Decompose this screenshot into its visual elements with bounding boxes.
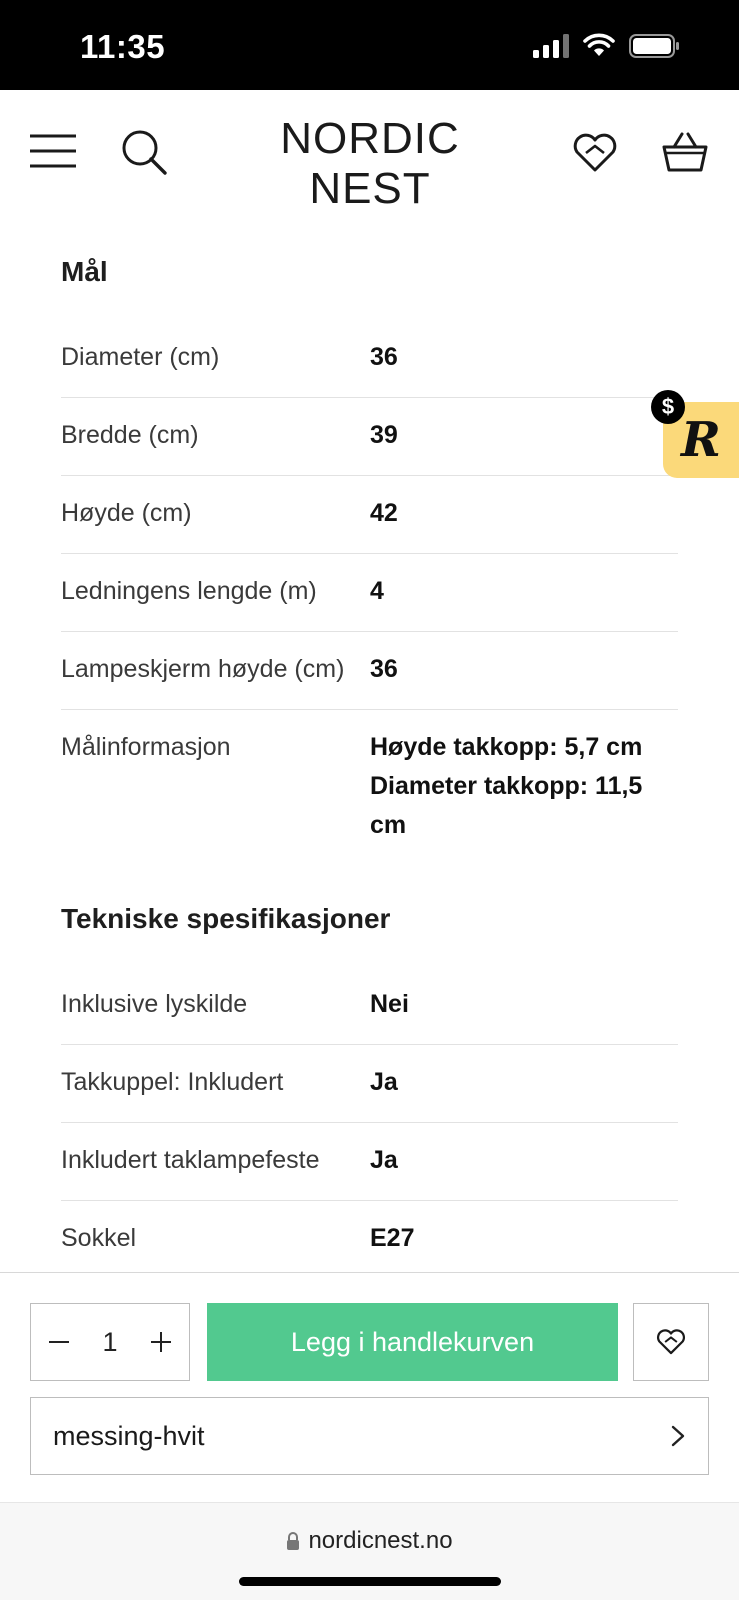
spec-value: E27 bbox=[370, 1224, 415, 1252]
variant-value: messing-hvit bbox=[53, 1420, 205, 1451]
decrease-quantity-button[interactable] bbox=[45, 1328, 73, 1356]
lock-icon bbox=[286, 1532, 300, 1550]
table-row bbox=[61, 554, 678, 632]
spec-label: Høyde (cm) bbox=[61, 499, 192, 527]
spec-label: Inkludert taklampefeste bbox=[61, 1146, 320, 1174]
url-text: nordicnest.no bbox=[308, 1527, 453, 1554]
table-row bbox=[61, 967, 678, 1045]
basket-icon[interactable] bbox=[662, 130, 708, 181]
browser-address-bar bbox=[0, 1502, 739, 1600]
quantity-value[interactable]: 1 bbox=[102, 1326, 118, 1357]
spec-label: Takkuppel: Inkludert bbox=[61, 1068, 284, 1096]
battery-icon bbox=[629, 34, 681, 58]
signal-icon bbox=[533, 34, 569, 58]
dollar-icon: $ bbox=[651, 390, 685, 424]
minus-icon bbox=[48, 1331, 70, 1353]
spec-label: Målinformasjon bbox=[61, 733, 231, 761]
rewards-badge[interactable] bbox=[661, 394, 739, 478]
chevron-right-icon bbox=[670, 1424, 686, 1448]
spec-label: Lampeskjerm høyde (cm) bbox=[61, 655, 345, 683]
spec-value: 36 bbox=[370, 655, 398, 683]
status-time: 11:35 bbox=[80, 28, 166, 65]
spec-label: Sokkel bbox=[61, 1224, 137, 1252]
url-field[interactable] bbox=[0, 1527, 739, 1555]
logo[interactable] bbox=[278, 114, 462, 214]
quantity-stepper bbox=[30, 1303, 190, 1381]
status-bar bbox=[0, 0, 739, 90]
menu-icon[interactable] bbox=[30, 128, 76, 179]
spec-value: Ja bbox=[370, 1068, 398, 1096]
add-to-wishlist-button[interactable] bbox=[633, 1303, 709, 1381]
spec-label: Inklusive lyskilde bbox=[61, 990, 248, 1018]
site-header bbox=[0, 90, 739, 220]
table-row bbox=[61, 476, 678, 554]
purchase-bar bbox=[0, 1272, 739, 1502]
logo-line-2: NEST bbox=[309, 164, 431, 213]
section-title-technical: Tekniske spesifikasjoner bbox=[61, 903, 391, 934]
heart-icon bbox=[656, 1328, 686, 1356]
rewards-logo-icon: R bbox=[681, 412, 721, 468]
heart-icon[interactable] bbox=[572, 132, 618, 179]
table-row bbox=[61, 1201, 678, 1279]
spec-value: 36 bbox=[370, 343, 398, 371]
search-icon[interactable] bbox=[120, 128, 168, 181]
product-specifications bbox=[61, 220, 678, 1272]
table-row bbox=[61, 632, 678, 710]
spec-label: Ledningens lengde (m) bbox=[61, 577, 317, 605]
plus-icon bbox=[150, 1331, 172, 1353]
spec-value: 42 bbox=[370, 499, 398, 527]
spec-value: Høyde takkopp: 5,7 cm Diameter takkopp: 11,5 cm bbox=[370, 733, 643, 839]
spec-value: Ja bbox=[370, 1146, 398, 1174]
logo-line-1: NORDIC bbox=[280, 114, 460, 163]
home-indicator[interactable] bbox=[239, 1577, 501, 1586]
spec-label: Bredde (cm) bbox=[61, 421, 199, 449]
add-to-cart-button[interactable]: Legg i handlekurven bbox=[207, 1303, 618, 1381]
table-row bbox=[61, 398, 678, 476]
spec-label: Diameter (cm) bbox=[61, 343, 220, 371]
spec-value: Nei bbox=[370, 990, 409, 1018]
spec-value: 39 bbox=[370, 421, 398, 449]
variant-selector[interactable] bbox=[30, 1397, 709, 1475]
spec-value: 4 bbox=[370, 577, 384, 605]
status-icons bbox=[533, 34, 681, 58]
dimensions-table bbox=[61, 320, 678, 865]
table-row bbox=[61, 1045, 678, 1123]
wifi-icon bbox=[583, 34, 615, 58]
increase-quantity-button[interactable] bbox=[147, 1328, 175, 1356]
table-row bbox=[61, 320, 678, 398]
table-row bbox=[61, 1123, 678, 1201]
table-row bbox=[61, 710, 678, 865]
section-title-dimensions: Mål bbox=[61, 256, 108, 287]
